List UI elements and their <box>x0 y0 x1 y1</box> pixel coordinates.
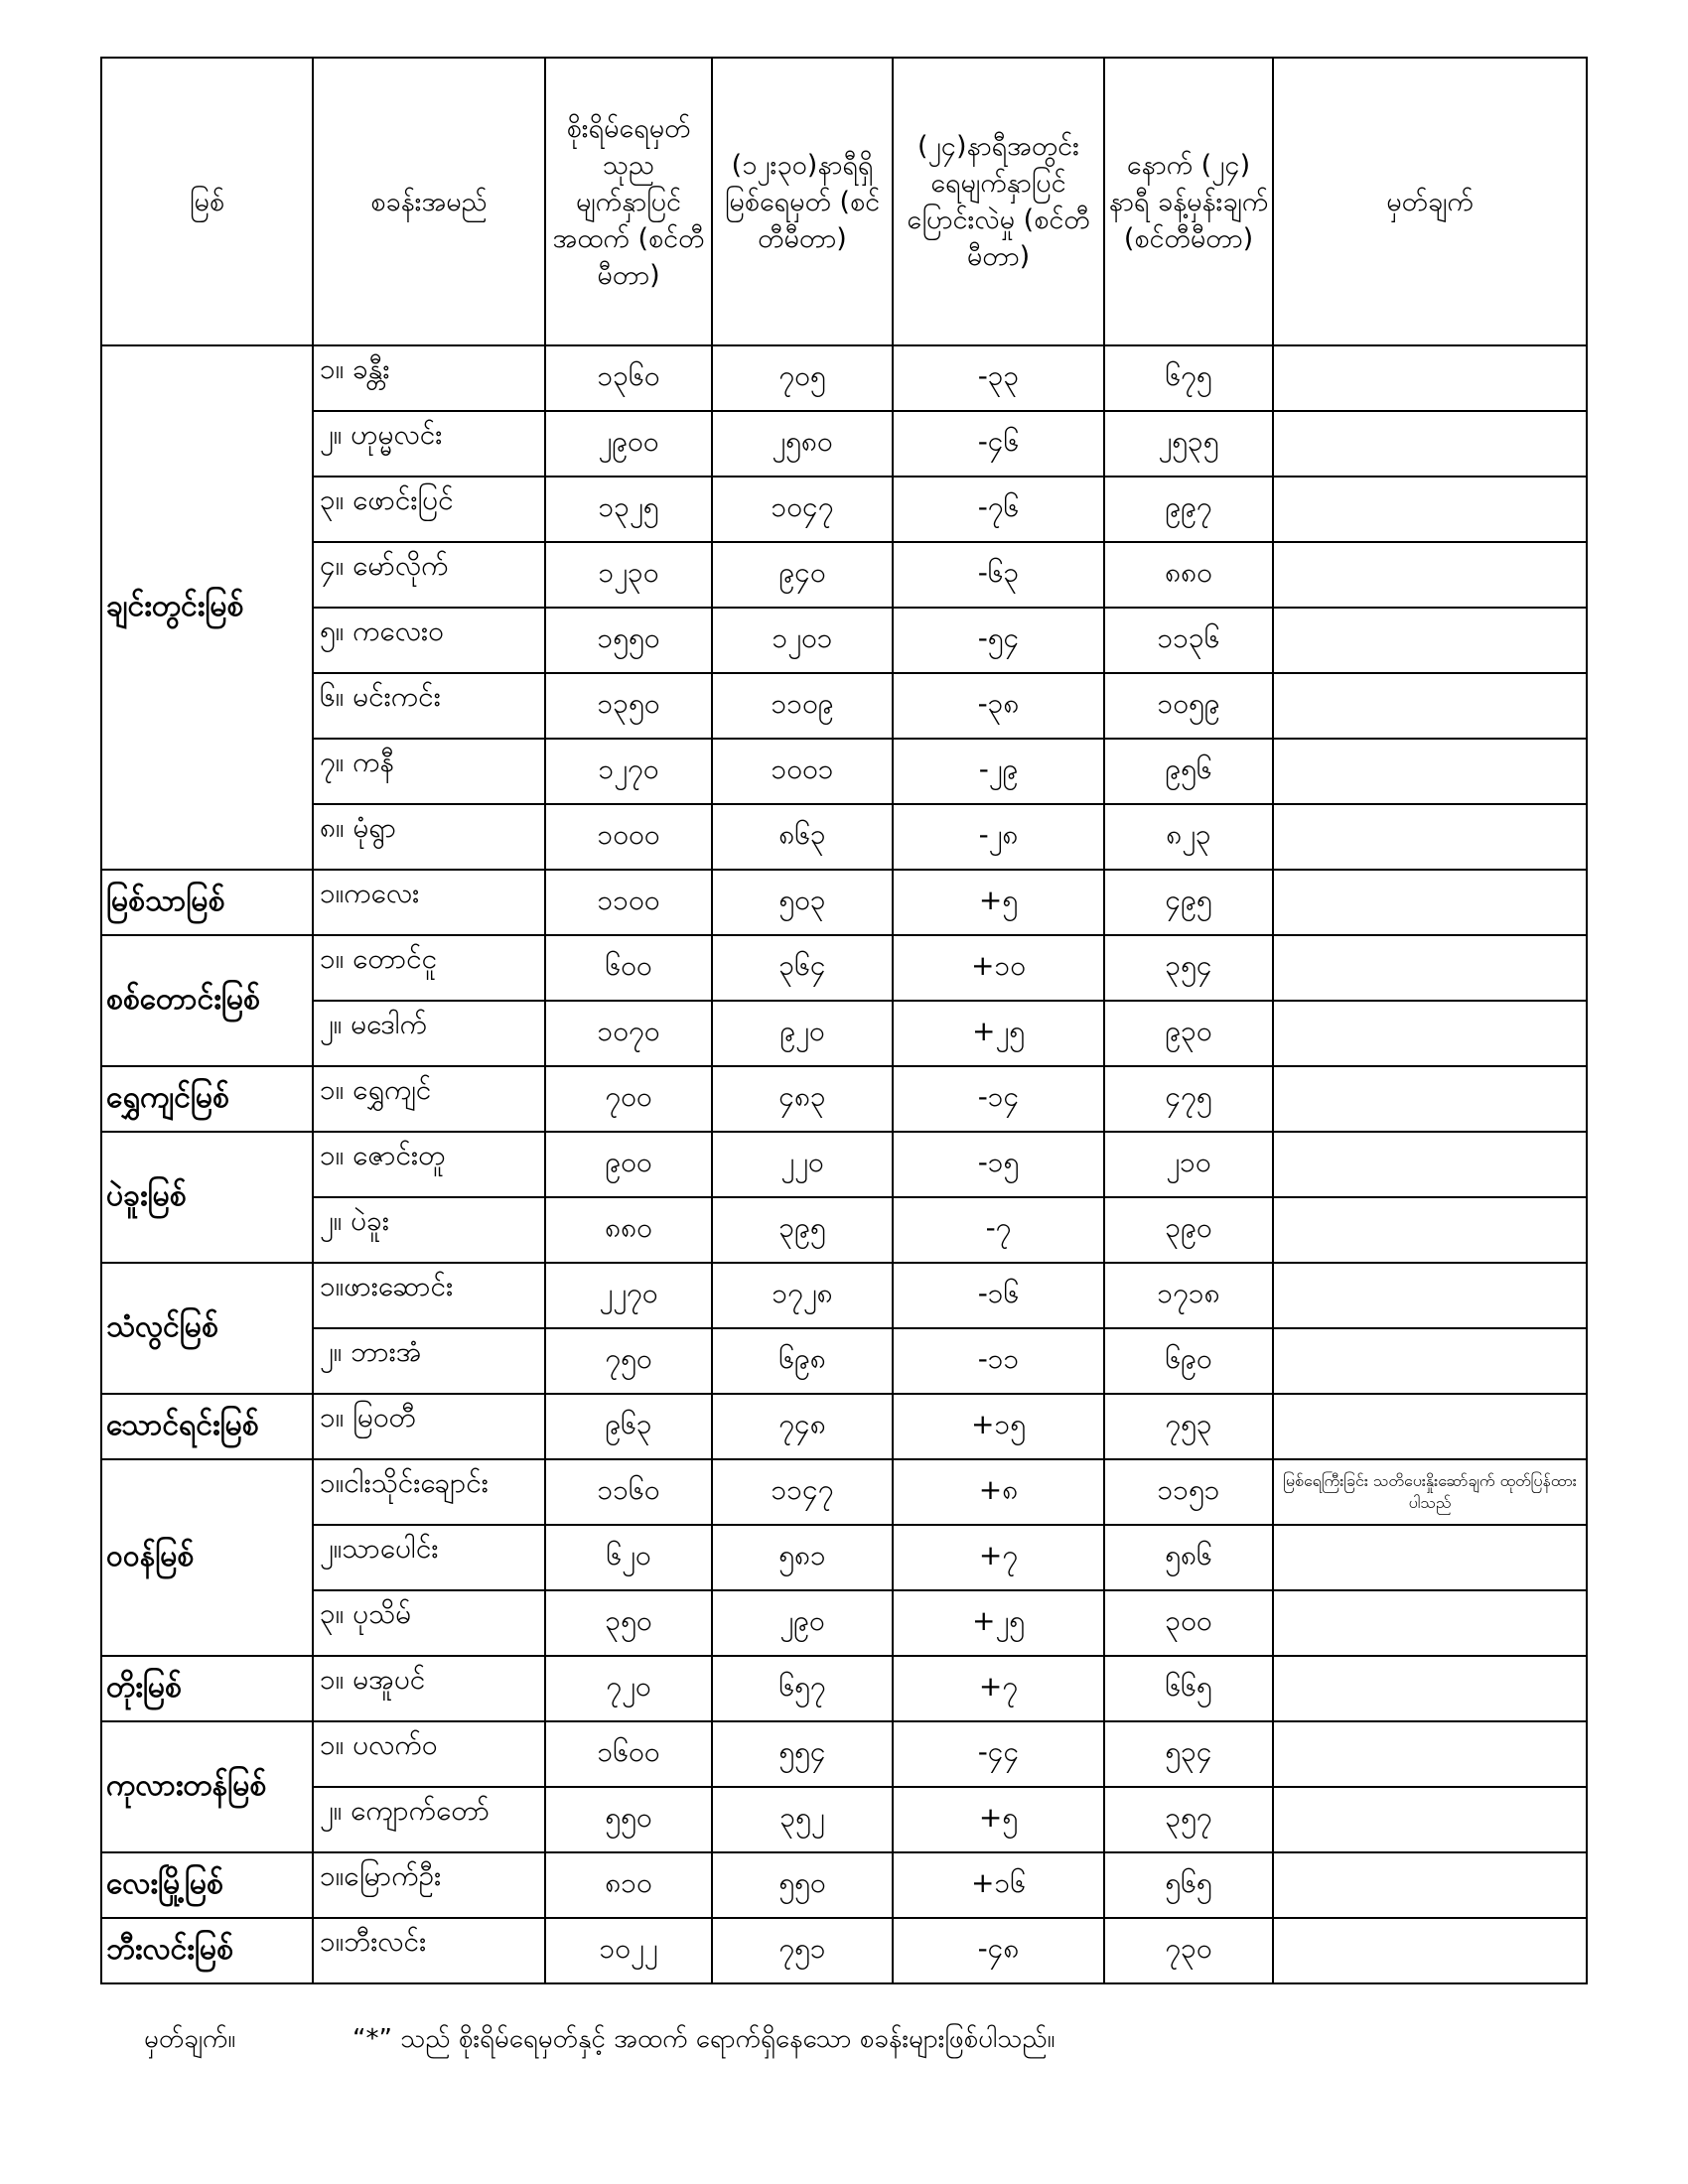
remark <box>1273 804 1587 870</box>
station-name: ၆။ မင်းကင်း <box>313 673 545 739</box>
level-change: -၁၅ <box>893 1132 1104 1197</box>
station-name: ၁။ငါးသိုင်းချောင်း <box>313 1459 545 1525</box>
current-level: ၇၄၈ <box>712 1394 893 1459</box>
table-row <box>101 345 1587 411</box>
forecast-level: ၆၇၅ <box>1104 345 1273 411</box>
danger-level: ၇၂၀ <box>545 1656 712 1721</box>
remark <box>1273 542 1587 608</box>
table-row <box>101 411 1587 477</box>
level-change: +၂၅ <box>893 1590 1104 1656</box>
station-name: ၂။ ကျောက်တော် <box>313 1787 545 1852</box>
remark <box>1273 1066 1587 1132</box>
danger-level: ၈၈၀ <box>545 1197 712 1263</box>
station-name: ၁။ ပလက်ဝ <box>313 1721 545 1787</box>
remark <box>1273 1328 1587 1394</box>
station-name: ၂။ ဟုမ္မလင်း <box>313 411 545 477</box>
station-name: ၂။ ဘားအံ <box>313 1328 545 1394</box>
remark <box>1273 1918 1587 1983</box>
table-row <box>101 935 1587 1001</box>
current-level: ၁၀၄၇ <box>712 477 893 542</box>
current-level: ၈၆၃ <box>712 804 893 870</box>
station-name: ၁။ ခန္တီး <box>313 345 545 411</box>
level-change: -၂၈ <box>893 804 1104 870</box>
danger-level: ၁၂၃၀ <box>545 542 712 608</box>
table-row <box>101 870 1587 935</box>
station-name: ၄။ မော်လိုက် <box>313 542 545 608</box>
forecast-level: ၃၅၇ <box>1104 1787 1273 1852</box>
danger-level: ၁၁၀၀ <box>545 870 712 935</box>
current-level: ၂၉၀ <box>712 1590 893 1656</box>
station-name: ၁။ မြဝတီ <box>313 1394 545 1459</box>
station-name: ၁။ မအူပင် <box>313 1656 545 1721</box>
danger-level: ၉၀၀ <box>545 1132 712 1197</box>
level-change: +၇ <box>893 1656 1104 1721</box>
river-name: တိုးမြစ် <box>101 1656 313 1721</box>
current-level: ၆၅၇ <box>712 1656 893 1721</box>
current-level: ၅၅၀ <box>712 1852 893 1918</box>
level-change: +၂၅ <box>893 1001 1104 1066</box>
table-row <box>101 1918 1587 1983</box>
table-row <box>101 477 1587 542</box>
current-level: ၉၄၀ <box>712 542 893 608</box>
current-level: ၄၈၃ <box>712 1066 893 1132</box>
danger-level: ၁၀၀၀ <box>545 804 712 870</box>
river-level-report <box>100 57 1586 1984</box>
table-row <box>101 1066 1587 1132</box>
footnote-label: မှတ်ချက်။ <box>144 2024 236 2054</box>
level-change: +၅ <box>893 870 1104 935</box>
danger-level: ၂၉၀၀ <box>545 411 712 477</box>
forecast-level: ၇၃၀ <box>1104 1918 1273 1983</box>
header-river: မြစ် <box>101 58 313 345</box>
danger-level: ၆၂၀ <box>545 1525 712 1590</box>
remark <box>1273 1721 1587 1787</box>
forecast-level: ၉၅၆ <box>1104 739 1273 804</box>
forecast-level: ၁၁၅၁ <box>1104 1459 1273 1525</box>
remark <box>1273 1656 1587 1721</box>
level-change: -၁၄ <box>893 1066 1104 1132</box>
current-level: ၉၂၀ <box>712 1001 893 1066</box>
current-level: ၃၆၄ <box>712 935 893 1001</box>
current-level: ၁၂၀၁ <box>712 608 893 673</box>
forecast-level: ၄၇၅ <box>1104 1066 1273 1132</box>
table-row <box>101 1525 1587 1590</box>
table-row <box>101 1001 1587 1066</box>
forecast-level: ၁၁၃၆ <box>1104 608 1273 673</box>
remark <box>1273 1132 1587 1197</box>
river-name: ချင်းတွင်းမြစ် <box>101 345 313 870</box>
level-change: -၄၄ <box>893 1721 1104 1787</box>
danger-level: ၉၆၃ <box>545 1394 712 1459</box>
remark <box>1273 1001 1587 1066</box>
forecast-level: ၄၉၅ <box>1104 870 1273 935</box>
header-24h-change: (၂၄)နာရီအတွင်း ရေမျက်နှာပြင် ပြောင်းလဲမှု (စင်တီမီတာ) <box>893 58 1104 345</box>
station-name: ၁။ တောင်ငူ <box>313 935 545 1001</box>
danger-level: ၈၁၀ <box>545 1852 712 1918</box>
forecast-level: ၂၁၀ <box>1104 1132 1273 1197</box>
header-remarks: မှတ်ချက် <box>1273 58 1587 345</box>
level-change: +၈ <box>893 1459 1104 1525</box>
remark <box>1273 870 1587 935</box>
station-name: ၇။ ကနီ <box>313 739 545 804</box>
table-body <box>101 345 1587 1983</box>
danger-level: ၁၀၇၀ <box>545 1001 712 1066</box>
current-level: ၅၀၃ <box>712 870 893 935</box>
danger-level: ၁၃၅၀ <box>545 673 712 739</box>
station-name: ၁။ ဇောင်းတူ <box>313 1132 545 1197</box>
river-name: စစ်တောင်းမြစ် <box>101 935 313 1066</box>
forecast-level: ၅၆၅ <box>1104 1852 1273 1918</box>
remark <box>1273 739 1587 804</box>
station-name: ၂။ ပဲခူး <box>313 1197 545 1263</box>
table-row <box>101 1721 1587 1787</box>
table-row <box>101 739 1587 804</box>
table-row <box>101 1263 1587 1328</box>
station-name: ၈။ မုံရွာ <box>313 804 545 870</box>
level-change: -၇ <box>893 1197 1104 1263</box>
current-level: ၆၉၈ <box>712 1328 893 1394</box>
level-change: +၅ <box>893 1787 1104 1852</box>
danger-level: ၁၂၇၀ <box>545 739 712 804</box>
current-level: ၇၅၁ <box>712 1918 893 1983</box>
river-name: ဘီးလင်းမြစ် <box>101 1918 313 1983</box>
level-change: -၂၉ <box>893 739 1104 804</box>
header-current-level: (၁၂း၃၀)နာရီရှိ မြစ်ရေမှတ် (စင်တီမီတာ) <box>712 58 893 345</box>
level-change: -၁၁ <box>893 1328 1104 1394</box>
remark <box>1273 1525 1587 1590</box>
station-name: ၂။ မဒေါက် <box>313 1001 545 1066</box>
river-name: သောင်ရင်းမြစ် <box>101 1394 313 1459</box>
table-row <box>101 608 1587 673</box>
forecast-level: ၁၀၅၉ <box>1104 673 1273 739</box>
forecast-level: ၈၂၃ <box>1104 804 1273 870</box>
level-change: +၁၀ <box>893 935 1104 1001</box>
table-row <box>101 1852 1587 1918</box>
station-name: ၁။ဖားဆောင်း <box>313 1263 545 1328</box>
forecast-level: ၃၉၀ <box>1104 1197 1273 1263</box>
current-level: ၅၈၁ <box>712 1525 893 1590</box>
river-name: ပဲခူးမြစ် <box>101 1132 313 1263</box>
station-name: ၃။ ဖောင်းပြင် <box>313 477 545 542</box>
table-row <box>101 1459 1587 1525</box>
danger-level: ၁၃၆၀ <box>545 345 712 411</box>
station-name: ၁။ ရွှေကျင် <box>313 1066 545 1132</box>
level-change: +၁၆ <box>893 1852 1104 1918</box>
level-change: -၁၆ <box>893 1263 1104 1328</box>
danger-level: ၁၃၂၅ <box>545 477 712 542</box>
station-name: ၁။ဘီးလင်း <box>313 1918 545 1983</box>
table-row <box>101 1590 1587 1656</box>
remark <box>1273 477 1587 542</box>
station-name: ၁။မြောက်ဦး <box>313 1852 545 1918</box>
remark: မြစ်ရေကြီးခြင်း သတိပေးနှိုးဆော်ချက် ထုတ်ပြန်ထားပါသည် <box>1273 1459 1587 1525</box>
remark <box>1273 1852 1587 1918</box>
forecast-level: ၂၅၃၅ <box>1104 411 1273 477</box>
forecast-level: ၅၃၄ <box>1104 1721 1273 1787</box>
table-row <box>101 1787 1587 1852</box>
remark <box>1273 411 1587 477</box>
current-level: ၇၀၅ <box>712 345 893 411</box>
danger-level: ၁၀၂၂ <box>545 1918 712 1983</box>
table-row <box>101 673 1587 739</box>
forecast-level: ၅၈၆ <box>1104 1525 1273 1590</box>
forecast-level: ၇၅၃ <box>1104 1394 1273 1459</box>
station-name: ၁။ကလေး <box>313 870 545 935</box>
level-change: -၆၃ <box>893 542 1104 608</box>
river-level-table <box>100 57 1588 1984</box>
remark <box>1273 1394 1587 1459</box>
level-change: -၄၆ <box>893 411 1104 477</box>
danger-level: ၂၂၇၀ <box>545 1263 712 1328</box>
current-level: ၁၁၄၇ <box>712 1459 893 1525</box>
danger-level: ၇၀၀ <box>545 1066 712 1132</box>
table-row <box>101 542 1587 608</box>
danger-level: ၃၅၀ <box>545 1590 712 1656</box>
table-row <box>101 1394 1587 1459</box>
station-name: ၃။ ပုသိမ် <box>313 1590 545 1656</box>
footnote <box>144 2021 1055 2060</box>
current-level: ၁၀၀၁ <box>712 739 893 804</box>
table-row <box>101 1132 1587 1197</box>
danger-level: ၅၅၀ <box>545 1787 712 1852</box>
current-level: ၁၇၂၈ <box>712 1263 893 1328</box>
remark <box>1273 1787 1587 1852</box>
footnote-text: “*” သည် စိုးရိမ်ရေမှတ်နှင့် အထက် ရောက်ရှိနေသော စခန်းများဖြစ်ပါသည်။ <box>352 2024 1055 2054</box>
current-level: ၁၁၀၉ <box>712 673 893 739</box>
river-name: ကုလားတန်မြစ် <box>101 1721 313 1852</box>
river-name: ဝဝန်မြစ် <box>101 1459 313 1656</box>
table-row <box>101 1197 1587 1263</box>
current-level: ၂၅၈၀ <box>712 411 893 477</box>
level-change: -၇၆ <box>893 477 1104 542</box>
danger-level: ၆၀၀ <box>545 935 712 1001</box>
level-change: -၅၄ <box>893 608 1104 673</box>
table-row <box>101 1656 1587 1721</box>
table-row <box>101 804 1587 870</box>
forecast-level: ၁၇၁၈ <box>1104 1263 1273 1328</box>
forecast-level: ၉၉၇ <box>1104 477 1273 542</box>
level-change: -၃၃ <box>893 345 1104 411</box>
current-level: ၃၉၅ <box>712 1197 893 1263</box>
remark <box>1273 1197 1587 1263</box>
river-name: ရွှေကျင်မြစ် <box>101 1066 313 1132</box>
current-level: ၅၅၄ <box>712 1721 893 1787</box>
forecast-level: ၈၈၀ <box>1104 542 1273 608</box>
forecast-level: ၃၅၄ <box>1104 935 1273 1001</box>
danger-level: ၁၆၀၀ <box>545 1721 712 1787</box>
table-row <box>101 1328 1587 1394</box>
station-name: ၂။သာပေါင်း <box>313 1525 545 1590</box>
remark <box>1273 935 1587 1001</box>
danger-level: ၁၁၆၀ <box>545 1459 712 1525</box>
remark <box>1273 1263 1587 1328</box>
river-name: လေးမြို့မြစ် <box>101 1852 313 1918</box>
header-forecast: နောက် (၂၄) နာရီ ခန့်မှန်းချက် (စင်တီမီတာ) <box>1104 58 1273 345</box>
remark <box>1273 673 1587 739</box>
level-change: +၁၅ <box>893 1394 1104 1459</box>
forecast-level: ၆၉၀ <box>1104 1328 1273 1394</box>
header-danger-level: စိုးရိမ်ရေမှတ် သုည မျက်နှာပြင် အထက် (စင်တီမီတာ) <box>545 58 712 345</box>
level-change: -၃၈ <box>893 673 1104 739</box>
river-name: မြစ်သာမြစ် <box>101 870 313 935</box>
remark <box>1273 345 1587 411</box>
level-change: +၇ <box>893 1525 1104 1590</box>
level-change: -၄၈ <box>893 1918 1104 1983</box>
current-level: ၂၂၀ <box>712 1132 893 1197</box>
remark <box>1273 1590 1587 1656</box>
table-header-row <box>101 58 1587 345</box>
remark <box>1273 608 1587 673</box>
header-station: စခန်းအမည် <box>313 58 545 345</box>
current-level: ၃၅၂ <box>712 1787 893 1852</box>
forecast-level: ၃၀၀ <box>1104 1590 1273 1656</box>
forecast-level: ၆၆၅ <box>1104 1656 1273 1721</box>
river-name: သံလွင်မြစ် <box>101 1263 313 1394</box>
station-name: ၅။ ကလေးဝ <box>313 608 545 673</box>
danger-level: ၁၅၅၀ <box>545 608 712 673</box>
danger-level: ၇၅၀ <box>545 1328 712 1394</box>
forecast-level: ၉၃၀ <box>1104 1001 1273 1066</box>
